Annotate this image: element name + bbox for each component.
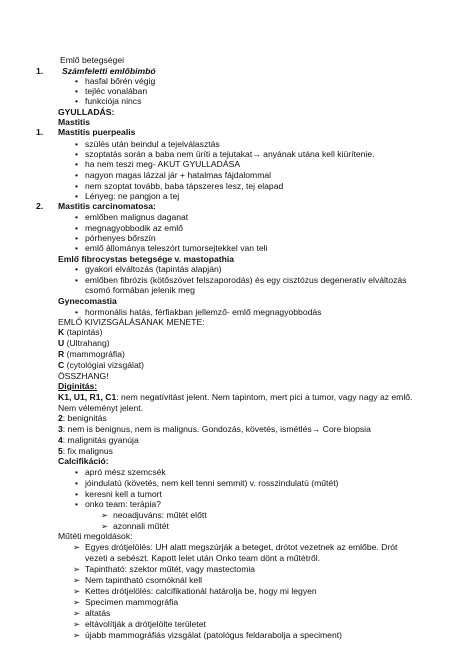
text-line: Nem véleményt jelent.	[58, 403, 144, 413]
arrow-bullet-icon: ➢	[73, 575, 81, 585]
text-line: nagyon magas lázzal jár + hatalmas fájdalommal	[85, 170, 272, 180]
arrow-bullet-icon: ➢	[73, 597, 81, 607]
text-line: apró mész szemcsék	[85, 467, 166, 477]
arrow-bullet-icon: ➢	[73, 608, 81, 618]
text-line: Gynecomastia	[58, 296, 117, 306]
text-line: eltávolítják a drótjelölte területet	[85, 619, 206, 629]
bullet-icon: •	[75, 181, 79, 191]
text-line: Diginitás:	[58, 381, 98, 391]
text-line: Specimen mammográfia	[85, 597, 179, 607]
text-line: 5: fix malignus	[58, 446, 113, 456]
arrow-bullet-icon: ➢	[101, 521, 109, 531]
text-line: keresni kell a tumort	[85, 489, 162, 499]
text-line: Emlő betegségei	[60, 55, 125, 65]
bullet-icon: •	[75, 191, 79, 201]
text-line: újabb mammográfiás vizsgálat (patológus feldarabolja a speciment)	[85, 630, 342, 640]
text-line: jóindulatú (követés, nem kell tenni semmit) v. rosszindulatú (műtét)	[85, 478, 339, 488]
text-line: GYULLADÁS:	[58, 107, 115, 117]
text-line: K1, U1, R1, C1: nem negatívitást jelent. Nem tapintom, mert pici a tumor, vagy nagy az emlő.	[58, 392, 413, 402]
bullet-icon: •	[75, 275, 79, 285]
bullet-icon: •	[75, 170, 79, 180]
text-line: 4: malignitás gyanúja	[58, 435, 139, 445]
text-line: csomó formában jelenik meg	[85, 285, 195, 295]
text-line: C (cytológiai vizsgálat)	[58, 360, 144, 370]
text-line: nem szoptat tovább, baba tápszeres lesz, tej elapad	[85, 181, 284, 191]
bullet-icon: •	[75, 489, 79, 499]
text-line: szoptatás során a baba nem üríti a tejutakat→ anyának utána kell kiürítenie.	[85, 149, 375, 159]
text-line: Kettes drótjelölés: calcifikationál határolja be, hogy mi legyen	[85, 586, 317, 596]
bullet-icon: •	[75, 467, 79, 477]
text-line: Műtéti megoldások:	[58, 531, 133, 541]
text-line: Nem tapintható csomóknál kell	[85, 575, 203, 585]
text-line: pórhenyes bőrszín	[85, 233, 156, 243]
bullet-icon: •	[75, 478, 79, 488]
bullet-icon: •	[75, 139, 79, 149]
text-line: tejléc vonalában	[85, 86, 148, 96]
list-number: 1.	[36, 66, 44, 76]
text-line: altatás	[85, 608, 111, 618]
text-line: Egyes drótjelölés: UH alatt megszúrják a beteget, drótot vezetnek az emlőbe. Drót	[85, 542, 398, 552]
bullet-icon: •	[75, 264, 79, 274]
bullet-icon: •	[75, 499, 79, 509]
text-line: 3: nem is benignus, nem is malignus. Gondozás, követés, ismétlés→ Core biopsia	[58, 424, 371, 434]
text-line: R (mammográfia)	[58, 349, 125, 359]
text-line: megnagyobbodik az emlő	[85, 223, 183, 233]
text-line: funkciója nincs	[85, 96, 142, 106]
bullet-icon: •	[75, 223, 79, 233]
bullet-icon: •	[75, 76, 79, 86]
bullet-icon: •	[75, 96, 79, 106]
list-number: 2.	[36, 201, 44, 211]
text-line: azonnali műtét	[113, 521, 169, 531]
text-line: EMLŐ KIVIZSGÁLÁSÁNAK MENETE:	[58, 317, 205, 327]
text-line: emlőben fibrózis (kötőszövet felszaporodás) és egy cisztózus degeneratív elváltozás	[85, 275, 407, 285]
arrow-bullet-icon: ➢	[101, 510, 109, 520]
arrow-bullet-icon: ➢	[73, 630, 81, 640]
text-line: Mastitis puerpealis	[58, 127, 136, 137]
text-line: ha nem teszi meg- AKUT GYULLADÁSA	[85, 159, 241, 169]
text-line: ÖSSZHANG!	[58, 371, 109, 381]
arrow-bullet-icon: ➢	[73, 542, 81, 552]
text-line: Calcifikáció:	[58, 456, 109, 466]
text-line: hormonális hatás, férfiakban jellemző- emlő megnagyobbodás	[85, 307, 322, 317]
text-line: hasfal bőrén végig	[85, 76, 156, 86]
bullet-icon: •	[75, 212, 79, 222]
text-line: 2: benignitás	[58, 413, 107, 423]
bullet-icon: •	[75, 86, 79, 96]
text-line: Lényeg: ne pangjon a tej	[85, 191, 180, 201]
text-line: szülés után beindul a tejelválasztás	[85, 139, 220, 149]
arrow-bullet-icon: ➢	[73, 586, 81, 596]
text-line: Számfeletti emlőbimbó	[62, 66, 156, 76]
text-line: Tapintható: szektor műtét, vagy mastectomia	[85, 564, 256, 574]
text-line: Emlő fibrocystas betegsége v. mastopathia	[58, 254, 235, 264]
bullet-icon: •	[75, 159, 79, 169]
text-line: neoadjuváns: műtét előtt	[113, 510, 207, 520]
bullet-icon: •	[75, 149, 79, 159]
bullet-icon: •	[75, 307, 79, 317]
text-line: Mastitis carcinomatosa:	[58, 201, 156, 211]
text-line: gyakori elváltozás (tapintás alapján)	[85, 264, 222, 274]
text-line: onko team: terápia?	[85, 499, 161, 509]
text-line: emlő állománya teleszórt tumorsejtekkel van teli	[85, 243, 268, 253]
text-line: U (Ultrahang)	[58, 338, 110, 348]
text-line: vezeti a sebészt. Kapott lelet után Onko team dönt a műtétről.	[85, 553, 321, 563]
bullet-icon: •	[75, 243, 79, 253]
arrow-bullet-icon: ➢	[73, 564, 81, 574]
bullet-icon: •	[75, 233, 79, 243]
text-line: emlőben malignus daganat	[85, 212, 189, 222]
text-line: K (tapintás)	[58, 327, 103, 337]
text-line: Mastitis	[58, 117, 90, 127]
list-number: 1.	[36, 127, 44, 137]
arrow-bullet-icon: ➢	[73, 619, 81, 629]
